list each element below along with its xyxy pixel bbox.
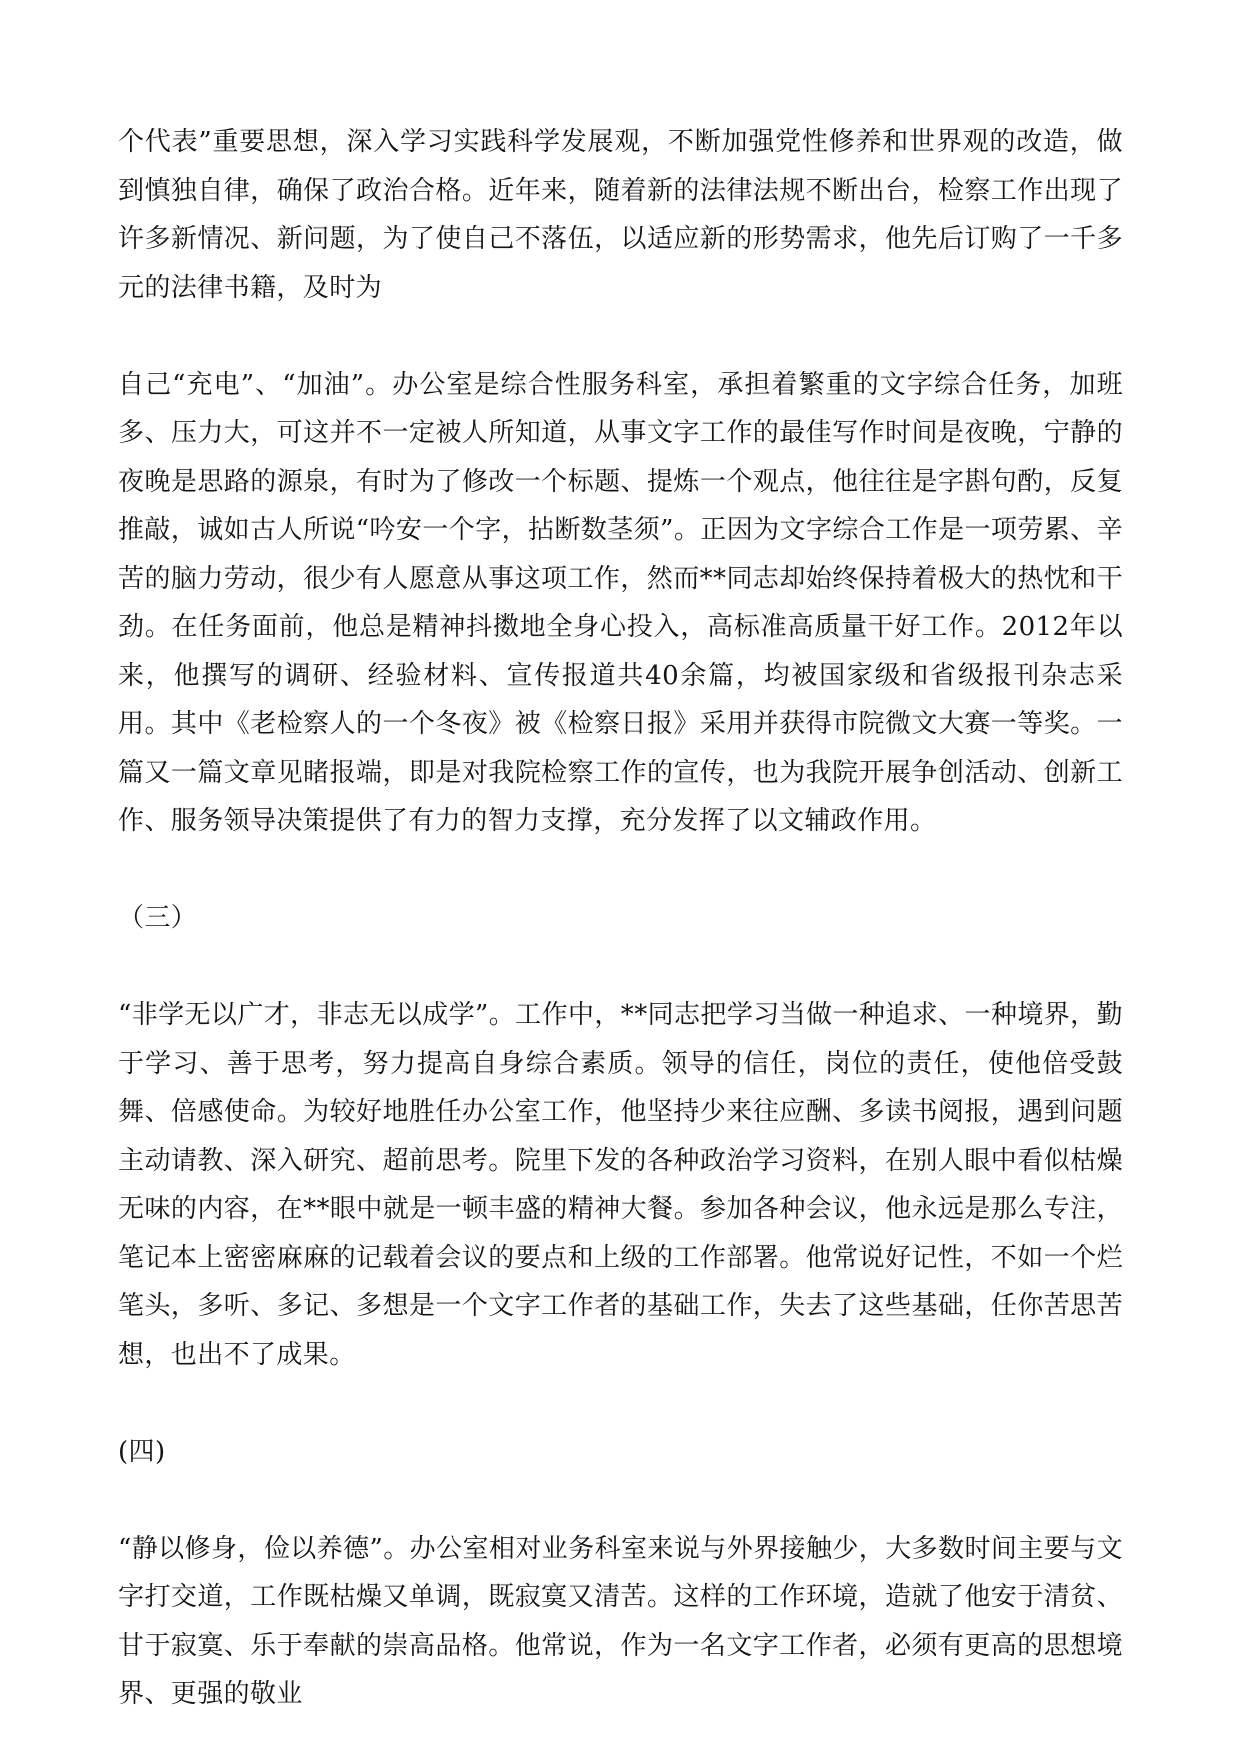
document-page bbox=[118, 118, 1123, 1719]
paragraph-writing-work: 自己“充电”、“加油”。办公室是综合性服务科室，承担着繁重的文字综合任务，加班多、压力大，可这并不一定被人所知道，从事文字工作的最佳写作时间是夜晚，宁静的夜晚是思路的源泉，有时为了修改一个标题、提炼一个观点，他往往是字斟句酌，反复推敲，诚如古人所说“吟安一个字，拈断数茎须”。正因为文字综合工作是一项劳累、辛苦的脑力劳动，很少有人愿意从事这项工作，然而**同志却始终保持着极大的热忱和干劲。在任务面前，他总是精神抖擞地全身心投入，高标准高质量干好工作。2012年以来，他撰写的调研、经验材料、宣传报道共40余篇，均被国家级和省级报刊杂志采用。其中《老检察人的一个冬夜》被《检察日报》采用并获得市院微文大赛一等奖。一篇又一篇文章见睹报端，即是对我院检察工作的宣传，也为我院开展争创活动、创新工作、服务领导决策提供了有力的智力支撑，充分发挥了以文辅政作用。 bbox=[118, 369, 1123, 836]
paragraph-political-study: 个代表”重要思想，深入学习实践科学发展观，不断加强党性修养和世界观的改造，做到慎独自律，确保了政治合格。近年来，随着新的法律法规不断出台，检察工作出现了许多新情况、新问题，为了使自己不落伍，以适应新的形势需求，他先后订购了一千多元的法律书籍，及时为 bbox=[118, 127, 1123, 303]
section-heading-three: （三） bbox=[118, 903, 198, 933]
section-heading-four: (四) bbox=[118, 1436, 166, 1467]
paragraph-learning: “非学无以广才，非志无以成学”。工作中，**同志把学习当做一种追求、一种境界，勤于学习、善于思考，努力提高自身综合素质。领导的信任，岗位的责任，使他倍受鼓舞、倍感使命。为较好地胜任办公室工作，他坚持少来往应酬、多读书阅报，遇到问题主动请教、深入研究、超前思考。院里下发的各种政治学习资料，在别人眼中看似枯燥无味的内容，在**眼中就是一顿丰盛的精神大餐。参加各种会议，他永远是那么专注，笔记本上密密麻麻的记载着会议的要点和上级的工作部署。他常说好记性，不如一个烂笔头，多听、多记、多想是一个文字工作者的基础工作，失去了这些基础，任你苦思苦想，也出不了成果。 bbox=[118, 1000, 1123, 1370]
paragraph-self-cultivation: “静以修身，俭以养德”。办公室相对业务科室来说与外界接触少，大多数时间主要与文字打交道，工作既枯燥又单调，既寂寞又清苦。这样的工作环境，造就了他安于清贫、甘于寂寞、乐于奉献的崇高品格。他常说，作为一名文字工作者，必须有更高的思想境界、更强的敬业 bbox=[118, 1533, 1123, 1709]
